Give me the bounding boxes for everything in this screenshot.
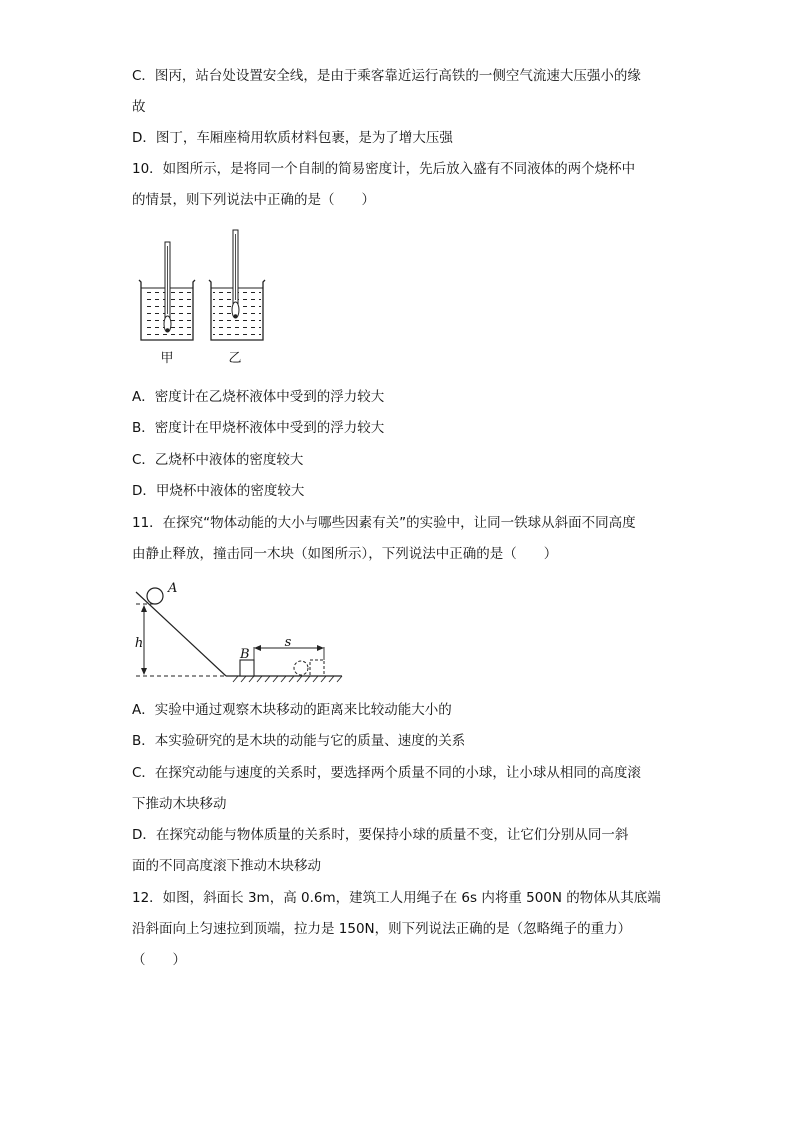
q9-option-c-line2: 故 bbox=[132, 99, 146, 115]
incline-block-figure bbox=[130, 576, 350, 686]
incline-surface bbox=[136, 592, 226, 676]
q11-option-a: A．实验中通过观察木块移动的距离来比较动能大小的 bbox=[132, 702, 452, 718]
q9-option-d: D．图丁，车厢座椅用软质材料包裹，是为了增大压强 bbox=[132, 130, 453, 146]
ground-hatching bbox=[233, 676, 342, 682]
hydrometer-beakers-figure bbox=[130, 226, 270, 372]
q12-stem-line2: 沿斜面向上匀速拉到顶端，拉力是 150N，则下列说法正确的是（忽略绳子的重力） bbox=[132, 921, 632, 937]
q11-option-d-line2: 面的不同高度滚下推动木块移动 bbox=[132, 858, 321, 874]
q10-stem-line1: 10．如图所示，是将同一个自制的简易密度计，先后放入盛有不同液体的两个烧杯中 bbox=[132, 161, 636, 177]
q10-option-d: D．甲烧杯中液体的密度较大 bbox=[132, 483, 305, 499]
q11-option-d-line1: D．在探究动能与物体质量的关系时，要保持小球的质量不变，让它们分别从同一斜 bbox=[132, 827, 629, 843]
block-label: B bbox=[240, 647, 250, 662]
q11-option-c-line1: C．在探究动能与速度的关系时，要选择两个质量不同的小球，让小球从相同的高度滚 bbox=[132, 765, 641, 781]
height-label: h bbox=[134, 636, 144, 651]
q11-stem-line1: 11．在探究“物体动能的大小与哪些因素有关”的实验中，让同一铁球从斜面不同高度 bbox=[132, 515, 636, 531]
hydrometer-yi bbox=[232, 230, 239, 318]
q12-stem-line3: （ ） bbox=[132, 952, 186, 968]
iron-ball bbox=[147, 588, 163, 604]
hydrometer-jia bbox=[164, 242, 171, 332]
q10-stem-line2: 的情景，则下列说法中正确的是（ ） bbox=[132, 192, 375, 208]
beaker-label-yi: 乙 bbox=[228, 351, 242, 366]
q12-stem-line1: 12．如图，斜面长 3m，高 0.6m，建筑工人用绳子在 6s 内将重 500N 的物体从其底端 bbox=[132, 890, 661, 906]
ball-final-outline bbox=[294, 661, 308, 675]
q10-option-a: A．密度计在乙烧杯液体中受到的浮力较大 bbox=[132, 389, 385, 405]
q10-option-c: C．乙烧杯中液体的密度较大 bbox=[132, 452, 304, 468]
q11-option-b: B．本实验研究的是木块的动能与它的质量、速度的关系 bbox=[132, 733, 466, 749]
q11-option-c-line2: 下推动木块移动 bbox=[132, 796, 227, 812]
wooden-block bbox=[240, 660, 254, 676]
ball-label: A bbox=[168, 581, 178, 596]
moved-block-outline bbox=[310, 660, 324, 676]
q10-option-b: B．密度计在甲烧杯液体中受到的浮力较大 bbox=[132, 420, 385, 436]
q11-stem-line2: 由静止释放，撞击同一木块（如图所示），下列说法中正确的是（ ） bbox=[132, 546, 558, 562]
q9-option-c-line1: C．图丙，站台处设置安全线，是由于乘客靠近运行高铁的一侧空气流速大压强小的缘 bbox=[132, 68, 641, 84]
beaker-label-jia: 甲 bbox=[160, 351, 174, 366]
distance-label: s bbox=[284, 635, 292, 650]
